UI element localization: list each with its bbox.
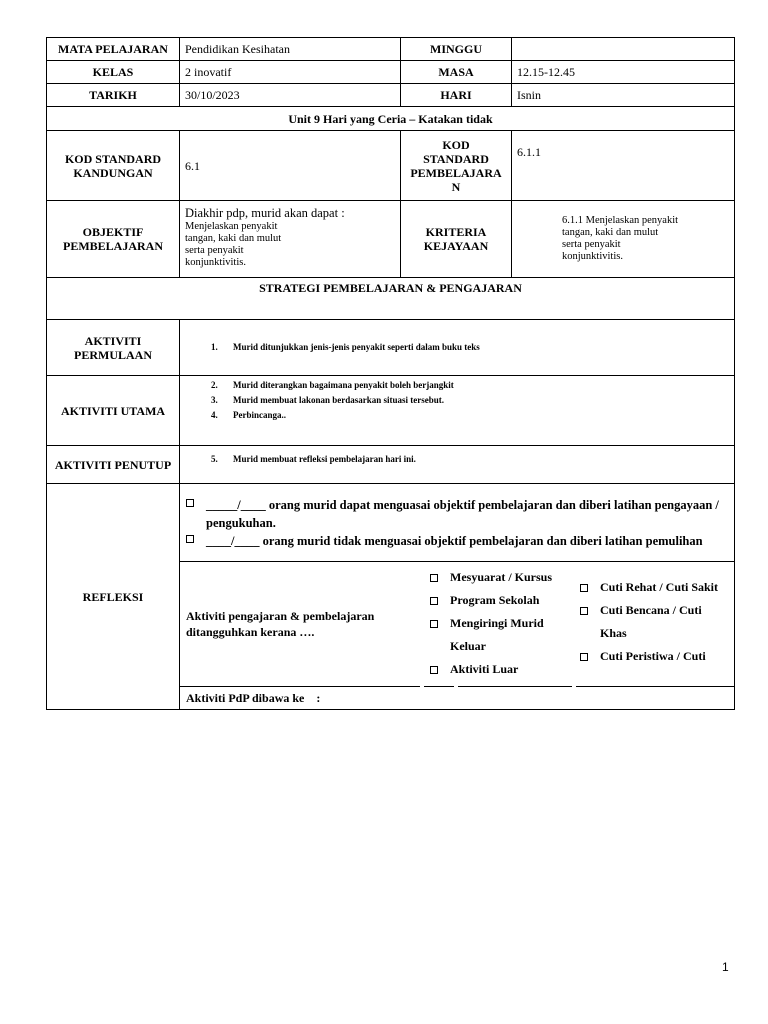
strategi-title: STRATEGI PEMBELAJARAN & PENGAJARAN xyxy=(47,278,735,320)
kriteria-label: KRITERIA KEJAYAAN xyxy=(401,201,512,278)
kriteria-line: konjunktivitis. xyxy=(562,251,623,262)
list-item xyxy=(209,340,729,355)
refleksi-label: REFLEKSI xyxy=(47,484,180,710)
penutup-cell xyxy=(180,446,735,484)
masa-value: 12.15-12.45 xyxy=(512,61,735,84)
utama-list xyxy=(209,378,729,423)
tangguh-section xyxy=(180,562,734,686)
minggu-value xyxy=(512,38,735,61)
ksp-value: 6.1.1 xyxy=(512,131,735,201)
refleksi-line-cont: pengukuhan. xyxy=(206,515,276,530)
item-text: Murid membuat lakonan berdasarkan situasi tersebut. xyxy=(233,395,445,405)
item-number: 4. xyxy=(211,410,218,420)
row-utama xyxy=(47,376,735,446)
refleksi-cell xyxy=(180,484,735,562)
objektif-label: OBJEKTIF PEMBELAJARAN xyxy=(47,201,180,278)
option-mesyuarat[interactable]: Mesyuarat / Kursus xyxy=(428,566,568,589)
row-tarikh xyxy=(47,84,735,107)
kriteria-line: serta penyakit xyxy=(562,239,621,250)
row-objektif xyxy=(47,201,735,278)
tangguh-cell xyxy=(180,562,735,688)
row-standards xyxy=(47,131,735,201)
checkbox-icon[interactable] xyxy=(430,574,438,582)
checkbox-icon[interactable] xyxy=(580,584,588,592)
option-mengiringi-murid[interactable]: Mengiringi Murid xyxy=(428,612,568,635)
refleksi-line-tidak xyxy=(186,532,729,550)
divider xyxy=(424,686,454,687)
permulaan-cell xyxy=(180,320,735,376)
checkbox-icon[interactable] xyxy=(430,597,438,605)
item-number: 5. xyxy=(211,454,218,464)
dibawa-cell xyxy=(180,688,735,710)
dibawa-text: Aktiviti PdP dibawa ke : xyxy=(186,691,321,706)
checkbox-icon[interactable] xyxy=(186,535,194,543)
list-item xyxy=(209,393,729,408)
permulaan-list xyxy=(209,340,729,355)
kriteria-line: 6.1.1 Menjelaskan penyakit xyxy=(562,215,679,226)
masa-label: MASA xyxy=(401,61,512,84)
item-text: Murid membuat refleksi pembelajaran hari ini. xyxy=(233,454,416,464)
objektif-line: serta penyakit xyxy=(185,245,244,256)
objektif-cell xyxy=(180,201,401,278)
divider xyxy=(458,686,572,687)
checkbox-icon[interactable] xyxy=(430,666,438,674)
row-permulaan xyxy=(47,320,735,376)
tangguh-options-col1 xyxy=(428,566,568,681)
item-text: Murid diterangkan bagaimana penyakit boleh berjangkit xyxy=(233,380,454,390)
minggu-label: MINGGU xyxy=(401,38,512,61)
item-text: Murid ditunjukkan jenis-jenis penyakit seperti dalam buku teks xyxy=(233,342,480,352)
list-item xyxy=(209,452,729,467)
ksp-label: KOD STANDARD PEMBELAJARA N xyxy=(401,131,512,201)
item-number: 2. xyxy=(211,380,218,390)
option-cuti-bencana-cont: Khas xyxy=(600,626,627,640)
checkbox-icon[interactable] xyxy=(430,620,438,628)
kriteria-line: tangan, kaki dan mulut xyxy=(562,227,659,238)
row-kelas xyxy=(47,61,735,84)
row-refleksi-main xyxy=(47,484,735,562)
tarikh-label: TARIKH xyxy=(47,84,180,107)
item-number: 3. xyxy=(211,395,218,405)
refleksi-text: _____/____ orang murid dapat menguasai objektif pembelajaran dan diberi latihan pengayaan / xyxy=(206,497,719,512)
page-number: 1 xyxy=(722,960,729,974)
checkbox-icon[interactable] xyxy=(580,653,588,661)
utama-cell xyxy=(180,376,735,446)
divider xyxy=(180,686,420,687)
kelas-value: 2 inovatif xyxy=(180,61,401,84)
option-cuti-rehat[interactable]: Cuti Rehat / Cuti Sakit xyxy=(578,576,738,599)
utama-label: AKTIVITI UTAMA xyxy=(47,376,180,446)
row-strategi xyxy=(47,278,735,320)
kriteria-cell xyxy=(512,201,735,278)
option-program-sekolah[interactable]: Program Sekolah xyxy=(428,589,568,612)
tangguh-text: Aktiviti pengajaran & pembelajaran ditangguhkan kerana …. xyxy=(186,609,375,639)
list-item xyxy=(209,378,729,393)
mata-pelajaran-label: MATA PELAJARAN xyxy=(47,38,180,61)
unit-title: Unit 9 Hari yang Ceria – Katakan tidak xyxy=(47,107,735,131)
item-number: 1. xyxy=(211,342,218,352)
penutup-list xyxy=(209,452,729,467)
option-cuti-peristiwa[interactable]: Cuti Peristiwa / Cuti xyxy=(578,645,738,668)
divider xyxy=(576,686,734,687)
row-penutup xyxy=(47,446,735,484)
option-cuti-bencana[interactable]: Cuti Bencana / Cuti xyxy=(578,599,738,622)
ksk-label: KOD STANDARD KANDUNGAN xyxy=(47,131,180,201)
permulaan-label: AKTIVITI PERMULAAN xyxy=(47,320,180,376)
penutup-label: AKTIVITI PENUTUP xyxy=(47,446,180,484)
checkbox-icon[interactable] xyxy=(186,499,194,507)
objektif-line: tangan, kaki dan mulut xyxy=(185,233,282,244)
lesson-plan-table xyxy=(46,37,735,710)
refleksi-text: ____/____ orang murid tidak menguasai objektif pembelajaran dan diberi latihan pemulihan xyxy=(206,533,703,548)
option-mengiringi-cont: Keluar xyxy=(450,639,486,653)
row-unit xyxy=(47,107,735,131)
tangguh-options-col2 xyxy=(578,576,738,668)
option-aktiviti-luar[interactable]: Aktiviti Luar xyxy=(428,658,568,681)
kelas-label: KELAS xyxy=(47,61,180,84)
objektif-line: Menjelaskan penyakit xyxy=(185,221,278,232)
list-item xyxy=(209,408,729,423)
row-mata-pelajaran xyxy=(47,38,735,61)
hari-label: HARI xyxy=(401,84,512,107)
objektif-line: konjunktivitis. xyxy=(185,257,246,268)
checkbox-icon[interactable] xyxy=(580,607,588,615)
objektif-intro: Diakhir pdp, murid akan dapat : xyxy=(185,206,345,220)
tarikh-value: 30/10/2023 xyxy=(180,84,401,107)
hari-value: Isnin xyxy=(512,84,735,107)
ksk-value: 6.1 xyxy=(180,131,401,201)
refleksi-line-kuasai xyxy=(186,496,729,514)
item-text: Perbincanga.. xyxy=(233,410,286,420)
mata-pelajaran-value: Pendidikan Kesihatan xyxy=(180,38,401,61)
